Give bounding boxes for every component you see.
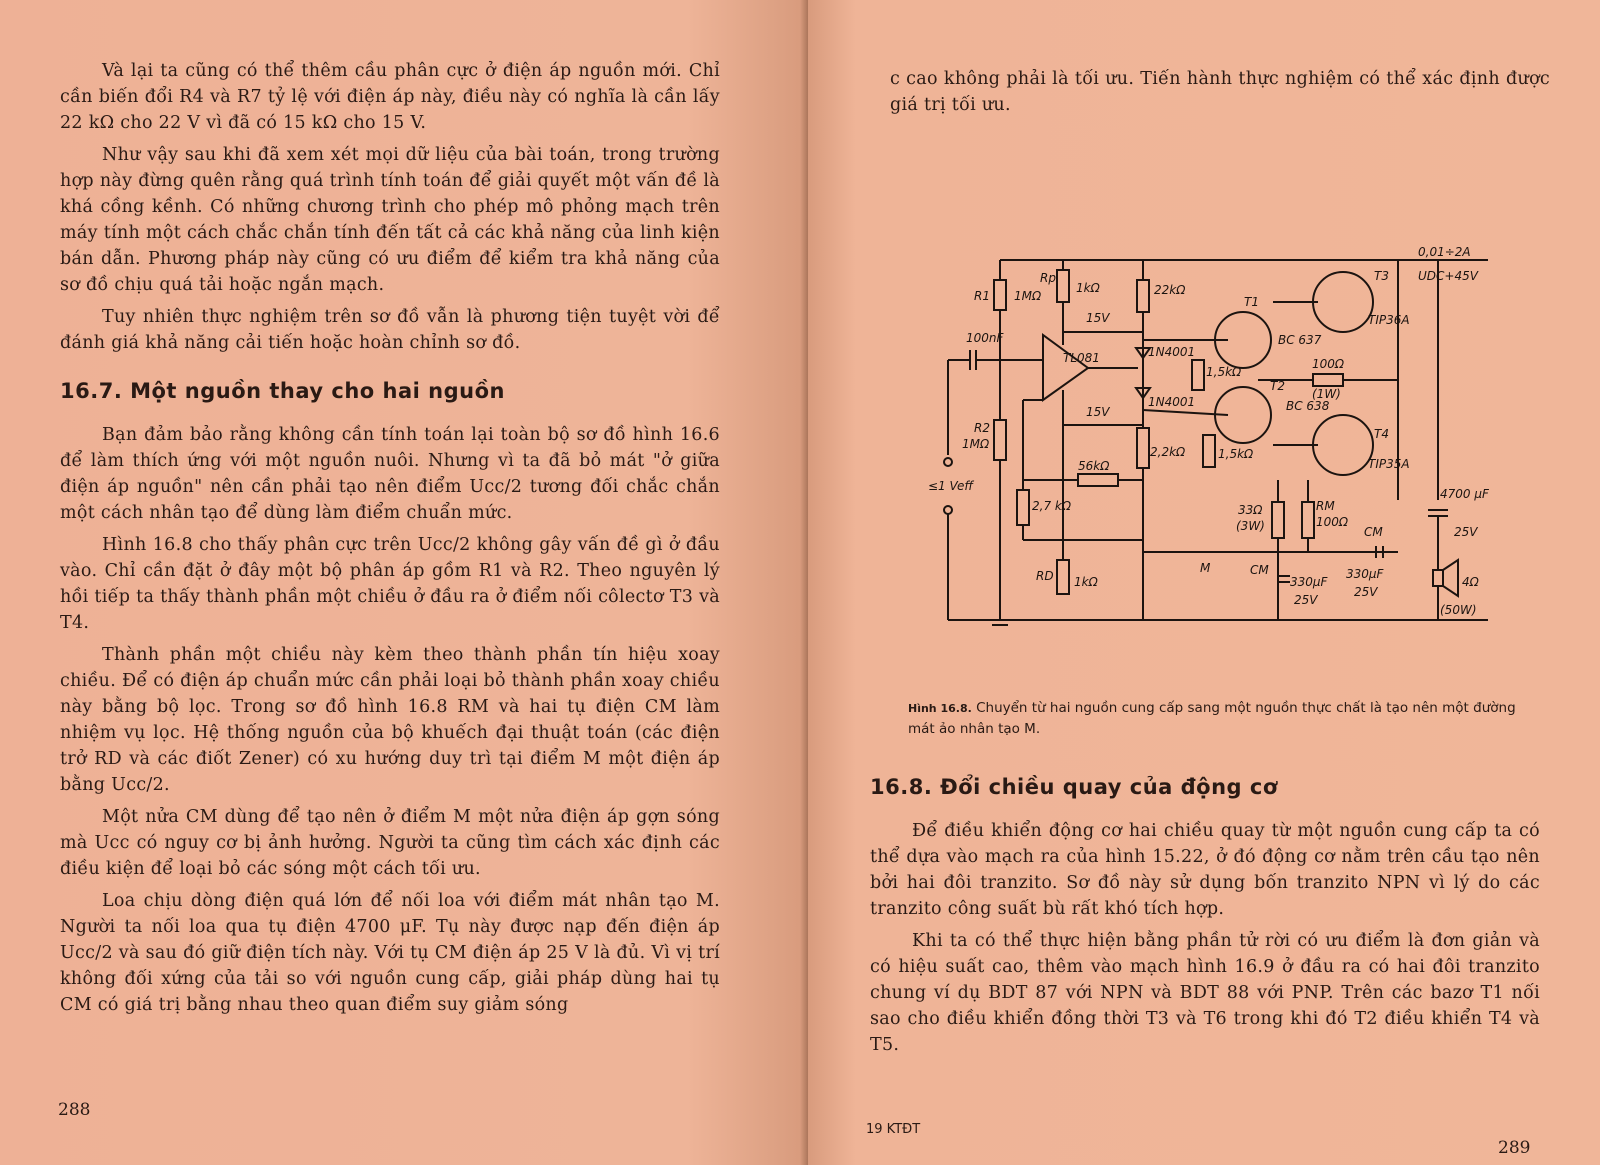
label-supply-voltage: UDC+45V [1418, 269, 1478, 283]
label-r2: R2 [974, 421, 990, 435]
caption-text: Chuyển từ hai nguồn cung cấp sang một nguồn thực chất là tạo nên một đường mát ảo nhân tạo M. [908, 700, 1516, 737]
right-page-body [870, 752, 1540, 1064]
label-r-56k: 56kΩ [1078, 459, 1110, 473]
label-t4-type: TIP35A [1368, 457, 1410, 471]
page-number: 289 [1498, 1138, 1531, 1158]
label-input: ≤1 Veff [928, 479, 974, 493]
label-t2: T2 [1270, 379, 1285, 393]
label-r-33-watt: (3W) [1236, 519, 1265, 533]
label-speaker-watt: (50W) [1440, 603, 1477, 617]
section-heading: 16.7. Một nguồn thay cho hai nguồn [60, 379, 505, 403]
label-rm-value: 100Ω [1316, 515, 1349, 529]
label-m: M [1200, 561, 1211, 575]
label-cm-1-value: 330μF [1290, 575, 1328, 589]
label-r1-value: 1MΩ [1014, 289, 1042, 303]
label-cm-1-voltage: 25V [1294, 593, 1318, 607]
label-rd-value: 1kΩ [1074, 575, 1098, 589]
label-t3-type: TIP36A [1368, 313, 1410, 327]
label-c-out: 4700 μF [1440, 487, 1489, 501]
label-diode-2: 1N4001 [1148, 395, 1196, 409]
label-rp-value: 1kΩ [1076, 281, 1100, 295]
label-t2-type: BC 638 [1286, 399, 1330, 413]
label-diode-1: 1N4001 [1148, 345, 1196, 359]
label-rp: Rp [1040, 271, 1056, 285]
label-rd: RD [1036, 569, 1054, 583]
label-zener-top: 15V [1086, 311, 1110, 325]
right-page [808, 0, 1600, 1165]
label-r-27k: 2,7 kΩ [1032, 499, 1072, 513]
paragraph: Tuy nhiên thực nghiệm trên sơ đồ vẫn là phương tiện tuyệt vời để đánh giá khả năng cải tiến hoặc hoàn chỉnh sơ đồ. [60, 307, 720, 353]
paragraph: Và lại ta cũng có thể thêm cầu phân cực ở điện áp nguồn mới. Chỉ cần biến đổi R4 và R7 tỷ lệ với điện áp này, điều này có nghĩa là cần lấy 22 kΩ cho 22 V vì đã có 15 kΩ cho 15 V. [60, 61, 720, 133]
signature-mark: 19 KTĐT [866, 1122, 921, 1137]
paragraph: Một nửa CM dùng để tạo nên ở điểm M một nửa điện áp gợn sóng mà Ucc có nguy cơ bị ảnh hưởng. Người ta cũng tìm cách xác định các điều kiện để loại bỏ các sóng một cách tối ưu. [60, 807, 720, 879]
label-c-in: 100nF [966, 331, 1004, 345]
label-cm-2-voltage: 25V [1354, 585, 1378, 599]
paragraph: c cao không phải là tối ưu. Tiến hành thực nghiệm có thể xác định được giá trị tối ưu. [890, 69, 1550, 115]
label-r-22k: 22kΩ [1154, 283, 1186, 297]
label-zener-bottom: 15V [1086, 405, 1110, 419]
label-t4: T4 [1374, 427, 1389, 441]
continued-paragraph [890, 66, 1550, 124]
left-page-body [60, 58, 720, 1024]
caption-label: Hình 16.8. [908, 702, 972, 715]
label-r1: R1 [974, 289, 990, 303]
label-r-15k-top: 1,5kΩ [1206, 365, 1242, 379]
label-r-100-watt: (1W) [1312, 387, 1341, 401]
paragraph: Bạn đảm bảo rằng không cần tính toán lại toàn bộ sơ đồ hình 16.6 để làm thích ứng với một nguồn nuôi. Nhưng vì ta đã bỏ mát "ở giữa điện áp nguồn" nên cần phải tạo nên điểm Ucc/2 tương đối chắc chắn một cách nhân tạo để dùng làm điểm chuẩn mức. [60, 425, 720, 523]
label-cm-2-value: 330μF [1346, 567, 1384, 581]
label-t3: T3 [1374, 269, 1389, 283]
figure-caption [908, 698, 1528, 740]
label-r-33: 33Ω [1238, 503, 1263, 517]
label-r-15k-bottom: 1,5kΩ [1218, 447, 1254, 461]
page-number: 288 [58, 1100, 91, 1120]
paragraph: Để điều khiển động cơ hai chiều quay từ một nguồn cung cấp ta có thể dựa vào mạch ra của hình 15.22, ở đó động cơ nằm trên cầu tạo nên bởi hai đôi tranzito. Sơ đồ này sử dụng bốn tranzito NPN vì lý do các tranzito công suất bù rất khó tích hợp. [870, 821, 1540, 919]
label-r2-value: 1MΩ [962, 437, 990, 451]
label-speaker: 4Ω [1462, 575, 1479, 589]
label-t1-type: BC 637 [1278, 333, 1322, 347]
paragraph: Loa chịu dòng điện quá lớn để nối loa với điểm mát nhân tạo M. Người ta nối loa qua tụ điện 4700 μF. Tụ này được nạp đến điện áp Ucc/2 và sau đó giữ điện tích này. Với tụ CM điện áp 25 V là đủ. Vì vị trí không đối xứng của tải so với nguồn cung cấp, giải pháp dùng hai tụ CM có giá trị bằng nhau theo quan điểm suy giảm sóng [60, 891, 720, 1015]
label-cm-2: CM [1364, 525, 1383, 539]
paragraph: Như vậy sau khi đã xem xét mọi dữ liệu của bài toán, trong trường hợp này đừng quên rằng quá trình tính toán để giải quyết một vấn đề là khá cồng kềnh. Có những chương trình cho phép mô phỏng mạch trên máy tính một cách chắc chắn tính đến tất cả các khả năng của linh kiện bán dẫn. Phương pháp này cũng có ưu điểm để kiểm tra khả năng của sơ đồ chịu quá tải hoặc ngắn mạch. [60, 145, 720, 295]
figure-schematic [928, 240, 1508, 650]
label-supply-current: 0,01÷2A [1418, 245, 1471, 259]
label-opamp: TL081 [1063, 351, 1100, 365]
label-r-22k2: 2,2kΩ [1150, 445, 1186, 459]
label-rm: RM [1316, 499, 1335, 513]
label-c-out-voltage: 25V [1454, 525, 1478, 539]
section-heading: 16.8. Đổi chiều quay của động cơ [870, 775, 1278, 799]
paragraph: Khi ta có thể thực hiện bằng phần tử rời có ưu điểm là đơn giản và có hiệu suất cao, thêm vào mạch hình 16.9 ở đầu ra có hai đôi tranzito chung ví dụ BDT 87 với NPN và BDT 88 với PNP. Trên các bazơ T1 nối sao cho điều khiển đồng thời T3 và T6 trong khi đó T2 điều khiển T4 và T5. [870, 931, 1540, 1055]
paragraph: Hình 16.8 cho thấy phân cực trên Ucc/2 không gây vấn đề gì ở đầu vào. Chỉ cần đặt ở đây một bộ phân áp gồm R1 và R2. Theo nguyên lý hồi tiếp ta thấy thành phần một chiều ở đầu ra ở điểm nối côlectơ T3 và T4. [60, 535, 720, 633]
label-t1: T1 [1244, 295, 1259, 309]
label-cm-1: CM [1250, 563, 1269, 577]
paragraph: Thành phần một chiều này kèm theo thành phần tín hiệu xoay chiều. Để có điện áp chuẩn mức cần phải loại bỏ thành phần xoay chiều này bằng bộ lọc. Trong sơ đồ hình 16.8 RM và hai tụ điện CM làm nhiệm vụ lọc. Hệ thống nguồn của bộ khuếch đại thuật toán (các điện trở RD và các điốt Zener) có xu hướng duy trì tại điểm M một điện áp bằng Ucc/2. [60, 645, 720, 795]
label-r-100: 100Ω [1312, 357, 1345, 371]
